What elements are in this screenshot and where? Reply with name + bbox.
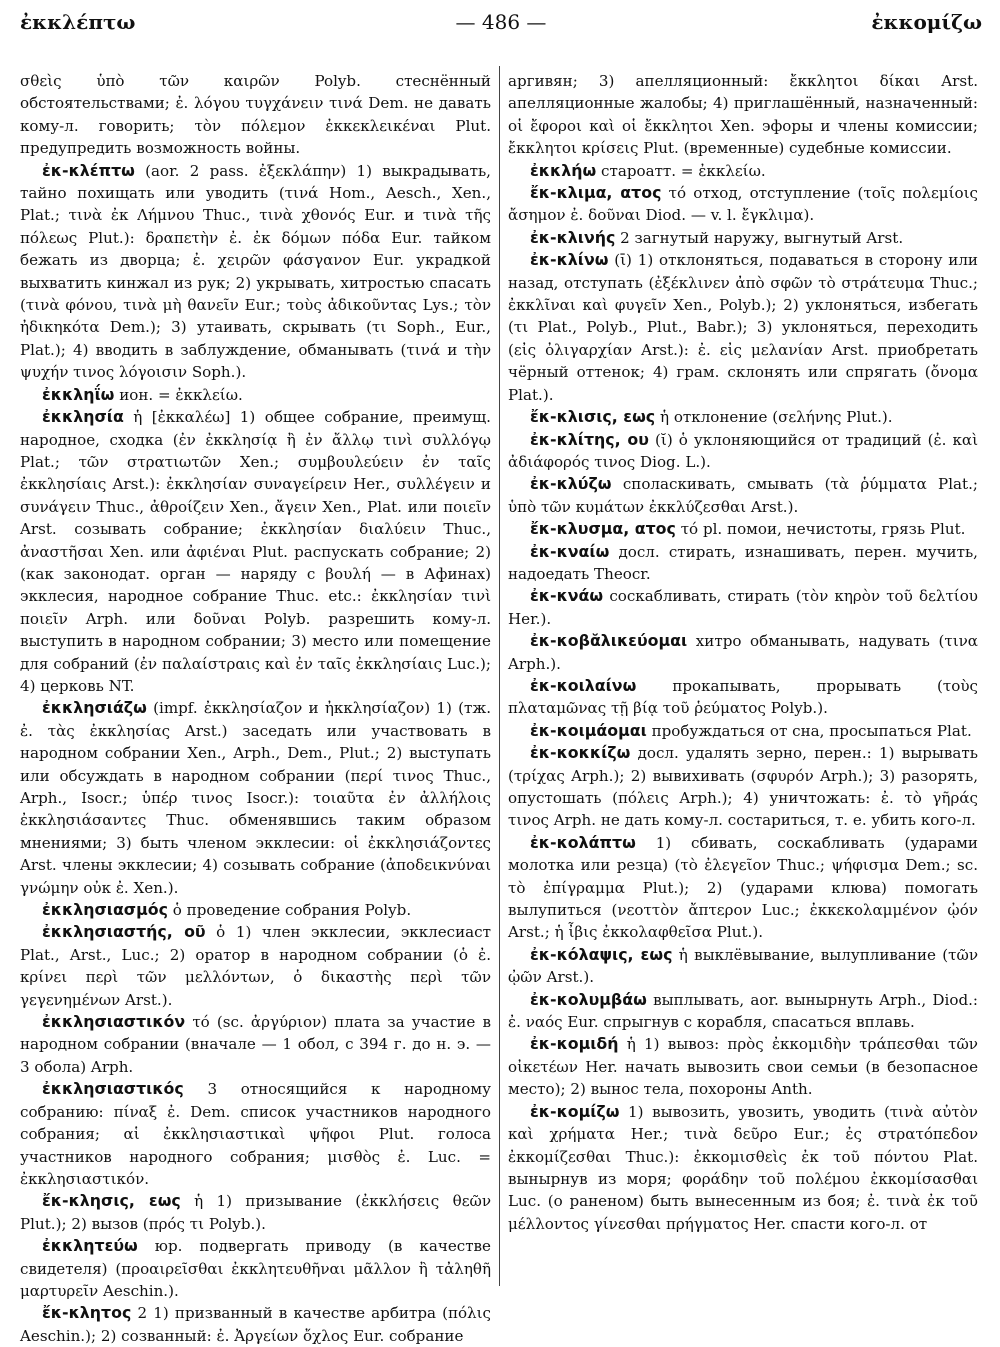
entry-definition: ἡ 1) вывоз: πρὸς ἐκκομιδὴν τράπεσθαι τῶν οἰκετέων Her. начать вывозить свои семьи (в безопасное место); 2) вынос тела, похороны Anth. bbox=[508, 1035, 978, 1099]
entry-definition: хитро обманывать, надувать (τινα Arph.). bbox=[508, 632, 978, 673]
entry-headword: ἐκ-κοιμάομαι bbox=[530, 720, 647, 740]
dictionary-entry bbox=[508, 585, 978, 630]
entry-definition: досл. удалять зерно, перен.: 1) вырывать (τρίχας Arph.); 2) вывихивать (σφυρόν Arph.); 3) разорять, опустошать (πόλεις Arph.); 4) уничтожать: ἐ. τὸ γῆράς τινος Arph. не дать кому-л. состариться, т. е. убить кого-л. bbox=[508, 744, 978, 830]
entry-headword: ἐκ-κναίω bbox=[530, 541, 610, 561]
dictionary-entry bbox=[508, 989, 978, 1034]
dictionary-entry bbox=[508, 249, 978, 406]
entry-definition: ἡ [ἐκκαλέω] 1) общее собрание, преимущ. народное, сходка (ἐν ἐκκλησίᾳ ἢ ἐν ἄλλῳ τινὶ συλλόγῳ Plat.; τῶν στρατιωτῶν Xen.; συμβουλεύειν ἐν ταῖς ἐκκλησίαις Arst.): ἐκκλησίαν συναγείρειν Her., συλλέγειν и συνάγειν Thuc., ἀθροίζειν Xen., ἄγειν Xen., Plat. или ποιεῖν Arst. созывать собрание; ἐκκλησίαν διαλύειν Thuc., ἀναστῆσαι Xen. или ἀφιέναι Plut. распускать собрание; 2) (как законодат. орган — наряду с βουλή — в Афинах) экклесия, народное собрание Thuc. etc.: ἐκκλησίαν τινὶ ποιεῖν Arph. или δοῦναι Polyb. разрешить кому-л. выступить в народном собрании; 3) место или помещение для собраний (ἐν παλαίστραις καὶ ἐν ταῖς ἐκκλησίαις Luc.); 4) церковь NT. bbox=[20, 408, 491, 695]
entry-definition: τό pl. помои, нечистоты, грязь Plut. bbox=[680, 520, 966, 539]
entry-definition: 2 1) призванный в качестве арбитра (πόλις Aeschin.); 2) созванный: ἐ. Ἀργείων ὄχλος Eur. собрание bbox=[20, 1304, 491, 1345]
entry-headword: ἐκ-κόλαψις, εως bbox=[530, 944, 673, 964]
entry-headword: ἐκ-κοιλαίνω bbox=[530, 675, 637, 695]
entry-headword: ἐκκλητεύω bbox=[42, 1236, 138, 1256]
entry-definition: соскабливать, стирать (τὸν κηρὸν τοῦ δελτίου Her.). bbox=[508, 587, 978, 628]
right-column bbox=[508, 70, 978, 1284]
entry-headword: ἐκκλησιάζω bbox=[42, 698, 147, 718]
header-left-guide-word: ἐκκλέπτω bbox=[20, 10, 136, 34]
entry-headword: ἔκ-κλησις, εως bbox=[42, 1191, 181, 1211]
entry-definition: ἡ отклонение (σελήνης Plut.). bbox=[659, 408, 893, 427]
dictionary-entry bbox=[508, 720, 978, 742]
column-divider bbox=[499, 66, 500, 1286]
entry-headword: ἐκ-κομίζω bbox=[530, 1101, 620, 1121]
dictionary-entry bbox=[508, 406, 978, 428]
dictionary-entry bbox=[20, 384, 491, 406]
dictionary-entry bbox=[20, 406, 491, 697]
dictionary-entry bbox=[508, 429, 978, 474]
entry-definition: (impf. ἐκκλησίαζον и ἠκκλησίαζον) 1) (тж. ἐ. τὰς ἐκκλησίας Arst.) заседать или участвовать в народном собрании Xen., Arph., Dem., Plut.; 2) выступать или обсуждать в народном собрании (περί τινος Thuc., Arph., Isocr.; ὑπέρ τινος Isocr.): τοιαῦτα ἐν ἀλλήλοις ἐκκλησιάσαντες Thuc. обменявшись таким образом мнениями; 3) быть членом экклесии: οἱ ἐκκλησιάζοντες Arst. члены экклесии; 4) созывать собрание (ἀποδεικνύναι γνώμην οὐκ ἐ. Xen.). bbox=[20, 699, 491, 897]
entry-headword: ἐκ-κλίνω bbox=[530, 250, 609, 270]
entry-definition: досл. стирать, изнашивать, перен. мучить, надоедать Theocr. bbox=[508, 542, 978, 583]
left-column bbox=[20, 70, 491, 1345]
entry-definition: σθεὶς ὑπὸ τῶν καιρῶν Polyb. стеснённый обстоятельствами; ἐ. λόγου τυγχάνειν τινά Dem. не давать кому-л. говорить; τὸν πόλεμον ἐκκεκλεικέναι Plut. предупредить возможность войны. bbox=[20, 72, 491, 158]
dictionary-entry bbox=[508, 518, 978, 540]
dictionary-entry bbox=[20, 70, 491, 160]
entry-definition: ἡ выклёвывание, вылупливание (τῶν ᾠῶν Arst.). bbox=[508, 945, 978, 987]
dictionary-entry bbox=[508, 742, 978, 832]
page-header bbox=[20, 10, 982, 44]
entry-headword: ἐκ-κλύζω bbox=[530, 474, 612, 494]
entry-headword: ἔκ-κλιμα, ατος bbox=[530, 183, 662, 203]
dictionary-entry bbox=[20, 1078, 491, 1190]
dictionary-entry bbox=[508, 70, 978, 160]
entry-definition: (aor. 2 pass. ἐξεκλάπην) 1) выкрадывать, тайно похищать или уводить (τινά Hom., Aesch., Xen., Plat.; τινὰ ἐκ Λήμνου Thuc., τινὰ χθονός Eur. и τινὰ τῆς πόλεως Plut.): δραπετὴν ἐ. ἐκ δόμων πόδα Eur. тайком бежать из дворца; ἐ. χειρῶν φάσγανον Eur. украдкой выхватить кинжал из рук; 2) укрывать, хитростью спасать (τινὰ φόνου, τινὰ μὴ θανεῖν Eur.; τοὺς ἀδικοῦντας Lys.; τὸν ἠδικηκότα Dem.); 3) утаивать, скрывать (τι Soph., Eur., Plat.); 4) вводить в заблуждение, обманывать (τινά и τὴν ψυχήν τινος λόγοισιν Soph.). bbox=[20, 161, 491, 382]
entry-headword: ἔκ-κλυσμα, ατος bbox=[530, 519, 676, 539]
entry-definition: пробуждаться от сна, просыпаться Plat. bbox=[651, 721, 972, 740]
entry-definition: аргивян; 3) апелляционный: ἔκκλητοι δίκαι Arst. апелляционные жалобы; 4) приглашённый, назначенный: οἱ ἔφοροι καὶ οἱ ἔκκλητοι Xen. эфоры и члены комиссии; ἔκκλητοι κρίσεις Plut. (временные) судебные комиссии. bbox=[508, 72, 978, 158]
entry-definition: (ῑ) 1) отклоняться, подаваться в сторону или назад, отступать (ἐξέκλινεν ἀπὸ σφῶν τὸ στράτευμα Thuc.; ἐκκλῖναι καὶ φυγεῖν Xen., Polyb.); 2) уклоняться, избегать (τι Plat., Polyb., Plut., Babr.); 3) уклоняться, переходить (εἰς ὀλιγαρχίαν Arst.): ἐ. εἰς μελανίαν Arst. приобретать чёрный оттенок; 4) грам. склонять или спрягать (ὄνομα Plat.). bbox=[508, 251, 978, 404]
entry-headword: ἐκ-κολυμβάω bbox=[530, 989, 647, 1009]
dictionary-entry bbox=[508, 182, 978, 227]
entry-definition: τό (sc. ἀργύριον) плата за участие в народном собрании (вначале — 1 обол, с 394 г. до н. э. — 3 обола) Arph. bbox=[20, 1013, 491, 1076]
dictionary-entry bbox=[20, 899, 491, 921]
entry-definition: ὁ проведение собрания Polyb. bbox=[172, 901, 412, 920]
entry-headword: ἐκκλησία bbox=[42, 407, 124, 427]
header-right-guide-word: ἐκκομίζω bbox=[871, 10, 982, 34]
dictionary-entry bbox=[508, 473, 978, 518]
entry-definition: 1) вывозить, увозить, уводить (τινὰ αὐτὸν καὶ χρήματα Her.; τινὰ δεῦρο Eur.; ἐς στρατόπεδον ἐκκομίζεσθαι Thuc.): ἐκκομισθεὶς ἐκ τοῦ πόντου Plat. вынырнув из моря; φοράδην τοῦ πολέμου ἐκκομίσασθαι Luc. (о раненом) быть вынесенным из боя; ἐ. τινὰ ἐκ τοῦ μέλλοντος γίνεσθαι πρήγματος Her. спасти кого-л. от bbox=[508, 1102, 978, 1233]
entry-definition: 1) сбивать, соскабливать (ударами молотка или резца) (τὸ ἐλεγεῖον Thuc.; ψήφισμα Dem.; sc. τὸ ἐπίγραμμα Plut.); 2) (ударами клюва) помогать вылупиться (νεοττὸν ἄπτερον Luc.; ἐκκεκολαμμένον ᾠόν Arst.; ἡ ἶβις ἐκκολαφθεῖσα Plut.). bbox=[508, 833, 978, 942]
dictionary-entry bbox=[508, 541, 978, 586]
entry-definition: ἡ 1) призывание (ἐκκλήσεις θεῶν Plut.); 2) вызов (πρός τι Polyb.). bbox=[20, 1192, 491, 1233]
entry-definition: τό отход, отступление (τοῖς πολεμίοις ἄσημον ἐ. δοῦναι Diod. — v. l. ἔγκλιμα). bbox=[508, 184, 978, 225]
dictionary-entry bbox=[508, 832, 978, 944]
dictionary-entry bbox=[508, 227, 978, 249]
entry-definition: споласкивать, смывать (τὰ ῥύμματα Plat.; ὑπὸ τῶν κυμάτων ἐκκλύζεσθαι Arst.). bbox=[508, 475, 978, 516]
entry-definition: выплывать, aor. вынырнуть Arph., Diod.: ἐ. ναός Eur. спрыгнув с корабля, спасаться вплавь. bbox=[508, 990, 978, 1032]
page-number: — 486 — bbox=[455, 10, 547, 34]
entry-headword: ἔκ-κλητος bbox=[42, 1303, 132, 1323]
entry-headword: ἐκ-κολάπτω bbox=[530, 832, 636, 852]
entry-headword: ἐκκλησιαστικόν bbox=[42, 1012, 186, 1032]
entry-headword: ἔκ-κλισις, εως bbox=[530, 407, 656, 427]
entry-headword: ἐκκληΐω bbox=[42, 384, 115, 404]
entry-headword: ἐκκλησιασμός bbox=[42, 900, 168, 920]
entry-headword: ἐκ-κοκκίζω bbox=[530, 743, 631, 763]
entry-definition: прокапывать, прорывать (τοὺς πλαταμῶνας τῇ βίᾳ τοῦ ῥεύματος Polyb.). bbox=[508, 676, 978, 718]
entry-definition: ὁ 1) член экклесии, экклесиаст Plat., Arst., Luc.; 2) оратор в народном собрании (ὁ ἐ. κρίνει περὶ τῶν μελλόντων, ὁ δικαστὴς περὶ τῶν γεγενημένων Arst.). bbox=[20, 923, 491, 1009]
dictionary-entry bbox=[508, 160, 978, 182]
entry-definition: 2 загнутый наружу, выгнутый Arst. bbox=[620, 228, 904, 247]
entry-definition: староатт. = ἐκκλείω. bbox=[601, 161, 766, 180]
dictionary-entry bbox=[20, 921, 491, 1011]
entry-headword: ἐκ-κλέπτω bbox=[42, 160, 135, 180]
entry-definition: (ῐ) ὁ уклоняющийся от традиций (ἐ. καὶ ἀδιάφορός τινος Diog. L.). bbox=[508, 430, 978, 471]
entry-headword: ἐκκλησιαστής, οῦ bbox=[42, 922, 206, 942]
dictionary-entry bbox=[508, 944, 978, 989]
dictionary-entry bbox=[20, 1235, 491, 1302]
dictionary-entry bbox=[20, 697, 491, 899]
entry-headword: ἐκ-κλινής bbox=[530, 227, 616, 247]
dictionary-entry bbox=[20, 1190, 491, 1235]
entry-headword: ἐκκλησιαστικός bbox=[42, 1079, 184, 1099]
entry-headword: ἐκ-κνάω bbox=[530, 586, 604, 606]
entry-headword: ἐκκλήω bbox=[530, 160, 597, 180]
dictionary-entry bbox=[508, 1033, 978, 1100]
entry-headword: ἐκ-κοβᾰλικεύομαι bbox=[530, 631, 688, 651]
dictionary-entry bbox=[508, 630, 978, 675]
dictionary-entry bbox=[20, 1011, 491, 1078]
entry-definition: юр. подвергать приводу (в качестве свидетеля) (προαιρεῖσθαι ἐκκλητευθῆναι μᾶλλον ἢ τἀληθῆ μαρτυρεῖν Aeschin.). bbox=[20, 1237, 491, 1300]
dictionary-entry bbox=[508, 1101, 978, 1235]
dictionary-entry bbox=[20, 1302, 491, 1347]
dictionary-entry bbox=[508, 675, 978, 720]
dictionary-entry bbox=[20, 160, 491, 384]
entry-definition: 3 относящийся к народному собранию: πίναξ ἐ. Dem. список участников народного собрания; αἱ ἐκκλησιαστικαὶ ψῆφοι Plut. голоса участников народного собрания; μισθὸς ἐ. Luc. = ἐκκλησιαστικόν. bbox=[20, 1080, 491, 1188]
entry-definition: ион. = ἐκκλείω. bbox=[119, 385, 243, 404]
entry-headword: ἐκ-κομιδή bbox=[530, 1034, 619, 1054]
entry-headword: ἐκ-κλίτης, ου bbox=[530, 429, 649, 449]
